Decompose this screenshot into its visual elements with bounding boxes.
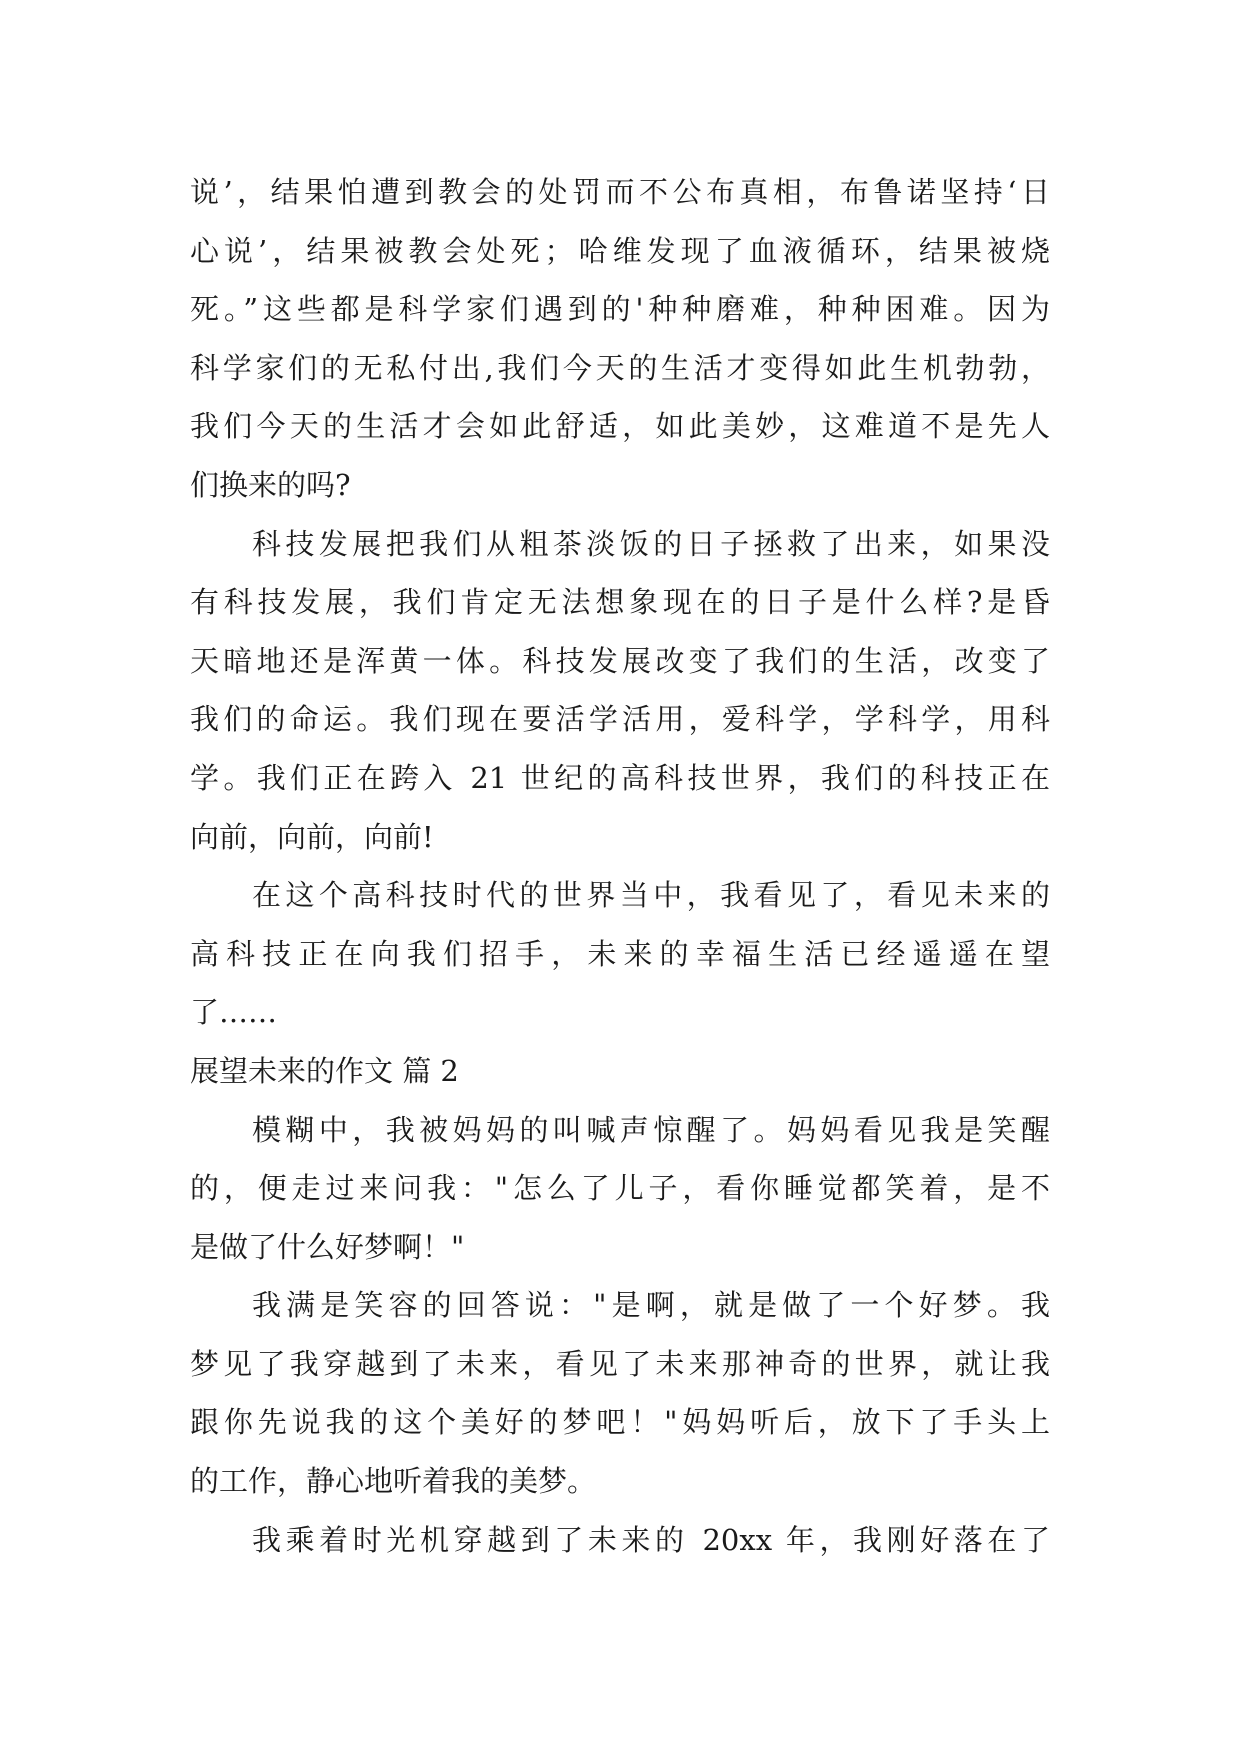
- text-line: 科技发展把我们从粗茶淡饭的日子拯救了出来，如果没: [252, 526, 1050, 561]
- text-line: 我乘着时光机穿越到了未来的 20xx 年，我刚好落在了: [252, 1522, 1050, 1557]
- text-line: 天暗地还是浑黄一体。科技发展改变了我们的生活，改变了: [190, 643, 1050, 678]
- text-line: 说’，结果怕遭到教会的处罚而不公布真相，布鲁诺坚持‘日: [190, 175, 1050, 209]
- text-line: 模糊中，我被妈妈的叫喊声惊醒了。妈妈看见我是笑醒: [252, 1112, 1050, 1147]
- text-line: 我们今天的生活才会如此舒适，如此美妙，这难道不是先人: [190, 409, 1050, 444]
- document-body: [190, 163, 1050, 1569]
- text-line: 高科技正在向我们招手，未来的幸福生活已经遥遥在望: [190, 936, 1050, 971]
- text-line: 的，便走过来问我："怎么了儿子，看你睡觉都笑着，是不: [190, 1171, 1050, 1206]
- text-line: 心说’，结果被教会处死；哈维发现了血液循环，结果被烧: [190, 233, 1050, 268]
- text-line: 死。”这些都是科学家们遇到的'种种磨难，种种困难。因为: [190, 292, 1050, 327]
- text-line: 是做了什么好梦啊！": [190, 1229, 465, 1264]
- text-line: 我们的命运。我们现在要活学活用，爱科学，学科学，用科: [190, 702, 1050, 737]
- section-heading: 展望未来的作文 篇 2: [190, 1053, 459, 1088]
- text-line: 我满是笑容的回答说："是啊，就是做了一个好梦。我: [252, 1288, 1050, 1323]
- text-line: 有科技发展，我们肯定无法想象现在的日子是什么样?是昏: [190, 585, 1050, 620]
- text-line: 学。我们正在跨入 21 世纪的高科技世界，我们的科技正在: [190, 760, 1050, 795]
- text-line: 了……: [190, 995, 278, 1030]
- text-line: 们换来的吗?: [190, 467, 351, 502]
- text-line: 科学家们的无私付出,我们今天的生活才变得如此生机勃勃，: [190, 350, 1050, 385]
- text-line: 向前，向前，向前!: [190, 819, 434, 854]
- text-line: 梦见了我穿越到了未来，看见了未来那神奇的世界，就让我: [190, 1346, 1050, 1381]
- text-line: 跟你先说我的这个美好的梦吧！"妈妈听后，放下了手头上: [190, 1405, 1050, 1440]
- text-line: 的工作，静心地听着我的美梦。: [190, 1464, 597, 1499]
- text-line: 在这个高科技时代的世界当中，我看见了，看见未来的: [252, 878, 1050, 913]
